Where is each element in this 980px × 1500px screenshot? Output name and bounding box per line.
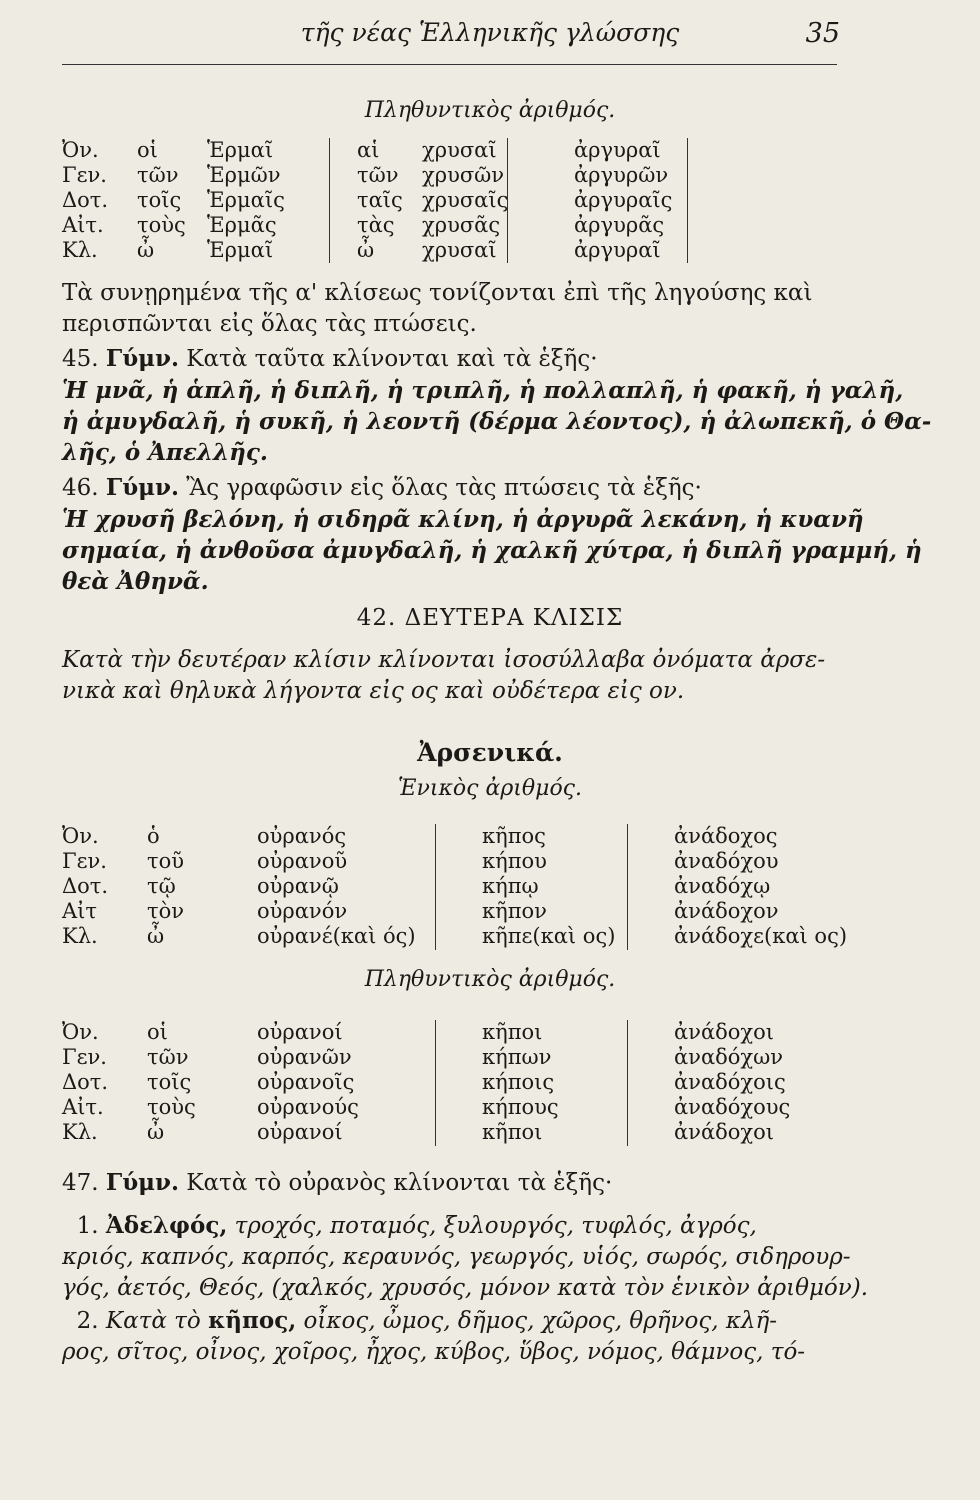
page-header xyxy=(0,14,980,54)
plural-heading-2: Πληθυντικὸς ἀριθμός. xyxy=(364,967,616,992)
book-page: τῆς νέας Ἑλληνικῆς γλώσσης 35 Πληθυντικὸς ἀριθμός. Ὀν. οἱ Ἑρμαῖ αἱ χρυσαῖ ἀργυραῖ Γεν. τῶν Ἑρμῶν τῶν χρυσῶν ἀργυρῶν Δοτ. τοῖς Ἑρμαῖς ταῖς χρυσαῖς ἀργυραῖς Αἰτ. τοὺς Ἑρμᾶς τὰς χρυσᾶς ἀργυρᾶς Κλ. ὦ Ἑρμαῖ ὦ χρυσαῖ ἀργυραῖ Τὰ συνῃρημένα τῆς α' κλίσεως τονίζονται ἐπὶ τῆς ληγούσης καὶ περισπῶνται εἰς ὅλας τὰς πτώσεις. 45. Γύμν. Κατὰ ταῦτα κλίνονται καὶ τὰ ἑξῆς· Ἡ μνᾶ, ἡ ἁπλῆ, ἡ διπλῆ, ἡ τριπλῆ, ἡ πολλαπλῆ, ἡ φακῆ, ἡ γαλῆ, ἡ ἀμυγδαλῆ, ἡ συκῆ, ἡ λεοντῆ (δέρμα λέοντος), ἡ ἀλωπεκῆ, ὁ Θα- λῆς, ὁ Ἀπελλῆς. 46. Γύμν. Ἂς γραφῶσιν εἰς ὅλας τὰς πτώσεις τὰ ἑξῆς· Ἡ χρυσῆ βελόνη, ἡ σιδηρᾶ κλίνη, ἡ ἀργυρᾶ λεκάνη, ἡ κυανῆ σημαία, ἡ ἀνθοῦσα ἀμυγδαλῆ, ἡ χαλκῆ χύτρα, ἡ διπλῆ γραμμή, ἡ θεὰ Ἀθηνᾶ. 42. ΔΕΥΤΕΡΑ ΚΛΙΣΙΣ Κατὰ τὴν δευτέραν κλίσιν κλίνονται ἰσοσύλλαβα ὀνόματα ἀρσε- νικὰ καὶ θηλυκὰ λήγοντα εἰς ος καὶ οὐδέτερα εἰς ον. Ἀρσενικά. Ἑνικὸς ἀριθμός. Ὀν. ὁ οὐρανός κῆπος ἀνάδοχος Γεν. τοῦ οὐρανοῦ κήπου ἀναδόχου Δοτ. τῷ οὐρανῷ κήπῳ ἀναδόχῳ Αἰτ τὸν οὐρανόν κῆπον ἀνάδοχον Κλ. ὦ οὐρανέ(καὶ ός) κῆπε(καὶ ος) ἀνάδοχε(καὶ ος) Πληθυντικὸς ἀριθμός. Ὀν. οἱ οὐρανοί κῆποι ἀνάδοχοι Γεν. τῶν οὐρανῶν κήπων ἀναδόχων Δοτ. τοῖς οὐρανοῖς κήποις ἀναδόχοις Αἰτ. τοὺς οὐρανούς κήπους ἀναδόχους Κλ. ὦ οὐρανοί κῆποι ἀνάδοχοι 47. Γύμν. Κατὰ τὸ οὐρανὸς κλίνονται τὰ ἑξῆς· 1. Ἀδελφός, τροχός, ποταμός, ξυλουργός, τυφλός, ἀγρός, κριός, καπνός, καρπός, κεραυνός, γεωργός, υἱός, σωρός, σιδηρουρ- γός, ἀετός, Θεός, (χαλκός, χρυσός, μόνον κατὰ τὸν ἑνικὸν ἀριθμόν). 2. Κατὰ τὸ κῆπος, οἶκος, ὦμος, δῆμος, χῶρος, θρῆνος, κλῆ- ρος, σῖτος, οἶνος, χοῖρος, ἦχος, κύβος, ὕβος, νόμος, θάμνος, τό- xyxy=(0,0,980,1500)
exercise-47: 47. Γύμν. Κατὰ τὸ οὐρανὸς κλίνονται τὰ ἑξῆς· xyxy=(62,1169,613,1196)
page-number: 35 xyxy=(805,18,840,49)
exercise-46: 46. Γύμν. Ἂς γραφῶσιν εἰς ὅλας τὰς πτώσεις τὰ ἑξῆς· Ἡ χρυσῆ βελόνη, ἡ σιδηρᾶ κλίνη, ἡ ἀργυρᾶ λεκάνη, ἡ κυανῆ σημαία, ἡ ἀνθοῦσα ἀμυγδαλῆ, ἡ χαλκῆ χύτρα, ἡ διπλῆ γραμμή, ἡ θεὰ Ἀθηνᾶ. xyxy=(62,474,922,595)
exercise-45: 45. Γύμν. Κατὰ ταῦτα κλίνονται καὶ τὰ ἑξῆς· Ἡ μνᾶ, ἡ ἁπλῆ, ἡ διπλῆ, ἡ τριπλῆ, ἡ πολλαπλῆ, ἡ φακῆ, ἡ γαλῆ, ἡ ἀμυγδαλῆ, ἡ συκῆ, ἡ λεοντῆ (δέρμα λέοντος), ἡ ἀλωπεκῆ, ὁ Θα- λῆς, ὁ Ἀπελλῆς. xyxy=(62,345,932,466)
exercise-47-item-1: 1. Ἀδελφός, τροχός, ποταμός, ξυλουργός, τυφλός, ἀγρός, κριός, καπνός, καρπός, κεραυνός, γεωργός, υἱός, σωρός, σιδηρουρ- γός, ἀετός, Θεός, (χαλκός, χρυσός, μόνον κατὰ τὸν ἑνικὸν ἀριθμόν). xyxy=(62,1212,869,1301)
running-title: τῆς νέας Ἑλληνικῆς γλώσσης xyxy=(300,18,680,47)
second-declension-heading: 42. ΔΕΥΤΕΡΑ ΚΛΙΣΙΣ xyxy=(356,605,624,631)
masculine-heading: Ἀρσενικά. xyxy=(417,738,563,767)
second-declension-rule: Κατὰ τὴν δευτέραν κλίσιν κλίνονται ἰσοσύλλαβα ὀνόματα ἀρσε- νικὰ καὶ θηλυκὰ λήγοντα εἰς ος καὶ οὐδέτερα εἰς ον. xyxy=(62,647,826,704)
exercise-47-item-2: 2. Κατὰ τὸ κῆπος, οἶκος, ὦμος, δῆμος, χῶρος, θρῆνος, κλῆ- ρος, σῖτος, οἶνος, χοῖρος, ἦχος, κύβος, ὕβος, νόμος, θάμνος, τό- xyxy=(62,1307,806,1365)
header-rule xyxy=(62,64,837,65)
singular-heading: Ἑνικὸς ἀριθμός. xyxy=(397,776,582,801)
contracted-nouns-note: Τὰ συνῃρημένα τῆς α' κλίσεως τονίζονται ἐπὶ τῆς ληγούσης καὶ περισπῶνται εἰς ὅλας τὰς πτώσεις. xyxy=(62,280,813,337)
plural-heading: Πληθυντικὸς ἀριθμός. xyxy=(364,98,616,123)
